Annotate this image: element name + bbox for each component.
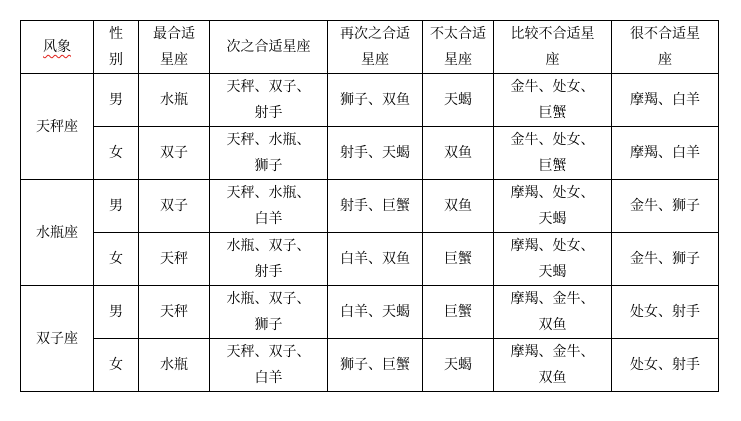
third-match-cell: 白羊、天蝎 <box>328 286 423 339</box>
very-not-cell: 金牛、狮子 <box>612 180 719 233</box>
gender-cell: 女 <box>94 127 139 180</box>
compatibility-table <box>20 20 719 392</box>
gender-cell: 男 <box>94 180 139 233</box>
rather-not-cell: 摩羯、处女、天蝎 <box>494 180 612 233</box>
third-match-cell: 白羊、双鱼 <box>328 233 423 286</box>
table-row <box>21 180 719 233</box>
very-not-cell: 处女、射手 <box>612 286 719 339</box>
not-quite-cell: 巨蟹 <box>423 233 494 286</box>
very-not-cell: 摩羯、白羊 <box>612 127 719 180</box>
third-match-cell: 狮子、双鱼 <box>328 74 423 127</box>
header-not-quite: 不太合适星座 <box>423 21 494 74</box>
rather-not-cell: 摩羯、处女、天蝎 <box>494 233 612 286</box>
third-match-cell: 射手、天蝎 <box>328 127 423 180</box>
not-quite-cell: 天蝎 <box>423 339 494 392</box>
not-quite-cell: 双鱼 <box>423 127 494 180</box>
header-best: 最合适星座 <box>139 21 210 74</box>
header-very-not: 很不合适星座 <box>612 21 719 74</box>
not-quite-cell: 天蝎 <box>423 74 494 127</box>
gender-cell: 男 <box>94 74 139 127</box>
rather-not-cell: 金牛、处女、巨蟹 <box>494 127 612 180</box>
best-match-cell: 双子 <box>139 180 210 233</box>
header-rather-not: 比较不合适星座 <box>494 21 612 74</box>
best-match-cell: 天秤 <box>139 286 210 339</box>
third-match-cell: 射手、巨蟹 <box>328 180 423 233</box>
very-not-cell: 摩羯、白羊 <box>612 74 719 127</box>
table-row <box>21 74 719 127</box>
very-not-cell: 处女、射手 <box>612 339 719 392</box>
rather-not-cell: 金牛、处女、巨蟹 <box>494 74 612 127</box>
best-match-cell: 双子 <box>139 127 210 180</box>
table-row <box>21 233 719 286</box>
table-row <box>21 127 719 180</box>
table-row <box>21 339 719 392</box>
not-quite-cell: 双鱼 <box>423 180 494 233</box>
header-third: 再次之合适星座 <box>328 21 423 74</box>
table-body <box>21 74 719 392</box>
header-gender: 性别 <box>94 21 139 74</box>
rather-not-cell: 摩羯、金牛、双鱼 <box>494 339 612 392</box>
best-match-cell: 水瓶 <box>139 74 210 127</box>
header-second: 次之合适星座 <box>210 21 328 74</box>
best-match-cell: 天秤 <box>139 233 210 286</box>
second-match-cell: 天秤、双子、白羊 <box>210 339 328 392</box>
table-row <box>21 286 719 339</box>
sign-cell: 双子座 <box>21 286 94 392</box>
rather-not-cell: 摩羯、金牛、双鱼 <box>494 286 612 339</box>
best-match-cell: 水瓶 <box>139 339 210 392</box>
gender-cell: 女 <box>94 339 139 392</box>
second-match-cell: 天秤、双子、射手 <box>210 74 328 127</box>
second-match-cell: 水瓶、双子、射手 <box>210 233 328 286</box>
third-match-cell: 狮子、巨蟹 <box>328 339 423 392</box>
header-element: 风象 <box>21 21 94 74</box>
second-match-cell: 水瓶、双子、狮子 <box>210 286 328 339</box>
very-not-cell: 金牛、狮子 <box>612 233 719 286</box>
gender-cell: 男 <box>94 286 139 339</box>
second-match-cell: 天秤、水瓶、狮子 <box>210 127 328 180</box>
not-quite-cell: 巨蟹 <box>423 286 494 339</box>
sign-cell: 水瓶座 <box>21 180 94 286</box>
gender-cell: 女 <box>94 233 139 286</box>
sign-cell: 天秤座 <box>21 74 94 180</box>
second-match-cell: 天秤、水瓶、白羊 <box>210 180 328 233</box>
header-row <box>21 21 719 74</box>
